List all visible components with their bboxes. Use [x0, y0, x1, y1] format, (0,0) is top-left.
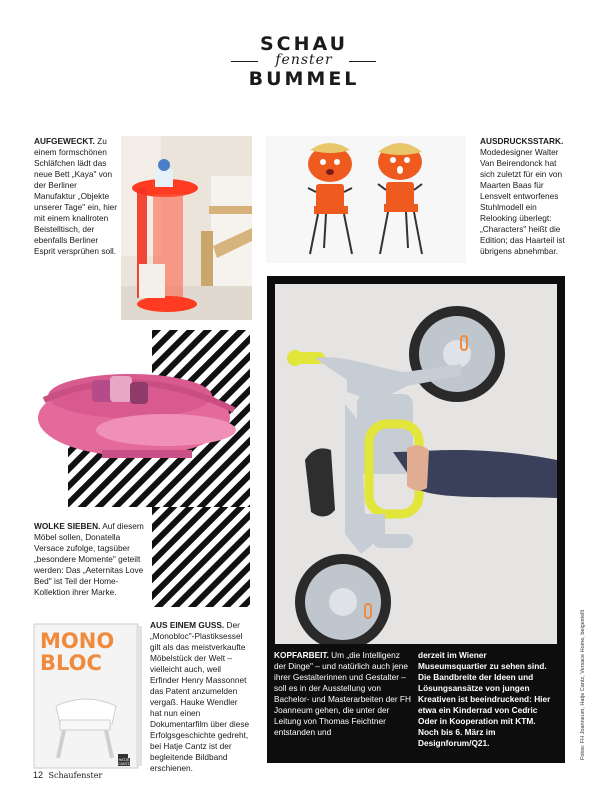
- header-bummel: BUMMEL: [248, 68, 360, 90]
- article-wolke-box: [34, 519, 152, 609]
- article-wolke-title: WOLKE SIEBEN.: [34, 521, 101, 531]
- article-aufgeweckt-body: Zu einem formschönen Schläfchen lädt das neue Bett „Kaya" von der Berliner Manufaktur „Objekte unserer Tage" ein, hier mit einem knallroten Beistelltisch, der ebenfalls Berliner Esprit versprühen soll.: [34, 136, 118, 256]
- photo-red-side-table: [121, 136, 252, 320]
- article-kopfarbeit-col2: derzeit im Wiener Museumsquartier zu sehen sind. Die Bandbreite der Ideen und Lösungsansätze von jungen Kreativen ist beeindruckend: Hier etwa ein Kinderrad von Cedric Oder in Kooperation mit KTM. Noch bis 6. März im Designforum/Q21.: [418, 650, 551, 748]
- footer: [33, 770, 102, 780]
- book-publisher-logo: HATJE CANTZ: [118, 758, 130, 766]
- header-rule-right: [349, 61, 376, 62]
- header-fenster: fenster: [275, 52, 333, 68]
- page-number: 12: [33, 770, 44, 780]
- book-title-line1: MONO: [40, 629, 115, 653]
- article-wolke-body: Auf diesem Möbel sollen, Donatella Versace zufolge, tagsüber „besondere Momente" geteilt werden: Das „Aeternitas Love Bed" ist Teil der Home-Kollektion ihrer Marke.: [34, 521, 144, 597]
- article-aufgeweckt-title: AUFGEWECKT.: [34, 136, 95, 146]
- photo-credit: Fotos: FH Joanneum, Hatje Cantz, Versace Home, beigestellt: [580, 609, 586, 760]
- article-kopfarbeit-title: KOPFARBEIT.: [274, 650, 329, 660]
- article-guss-body: Der „Monobloc"-Plastiksessel gilt als das meistverkaufte Möbelstück der Welt – vielleicht auch, weil Erfinder Henry Massonnet das Patent anzumelden vergaß. Hauke Wendler hat nun einen Dokumentarfilm über diese Erfolgsgeschichte gedreht, bei Hatje Cantz ist der begleitende Bildband erschienen.: [150, 620, 250, 773]
- article-ausdrucksstark-title: AUSDRUCKSSTARK.: [480, 136, 564, 146]
- header-schau: SCHAU: [259, 33, 349, 55]
- article-kopfarbeit-text1: Um „die Intelligenz der Dinge" – und natürlich auch jene ihrer Gestalterinnen und Gestalter – soll es in der Ausstellung von Bachelor- und Masterarbeiten der FH Joanneum gehen, die unter der Leitung von Thomas Feichtner entstanden und: [274, 650, 411, 737]
- footer-section: Schaufenster: [48, 771, 103, 780]
- article-kopfarbeit-col1: [274, 650, 412, 738]
- book-title-line2: BLOC: [40, 651, 102, 675]
- article-ausdrucksstark-body: Modedesigner Walter Van Beirendonck hat sich zuletzt für ein von Maarten Baas für Lensvelt entworfenes Stuhlmodell ein Relooking überlegt: „Characters" heißt die Edition; das Haarteil ist übrigens abnehmbar.: [480, 147, 565, 256]
- article-ausdrucksstark: [480, 136, 570, 257]
- photo-love-bed: [34, 330, 250, 507]
- stripe-panel: [152, 507, 250, 607]
- article-guss-title: AUS EINEM GUSS.: [150, 620, 225, 630]
- photo-kids-bike: [275, 284, 557, 644]
- article-guss: [150, 620, 250, 774]
- article-wolke: [34, 519, 152, 598]
- book-title: [40, 630, 114, 674]
- photo-characters-chairs: [266, 136, 466, 263]
- article-aufgeweckt: [34, 136, 118, 257]
